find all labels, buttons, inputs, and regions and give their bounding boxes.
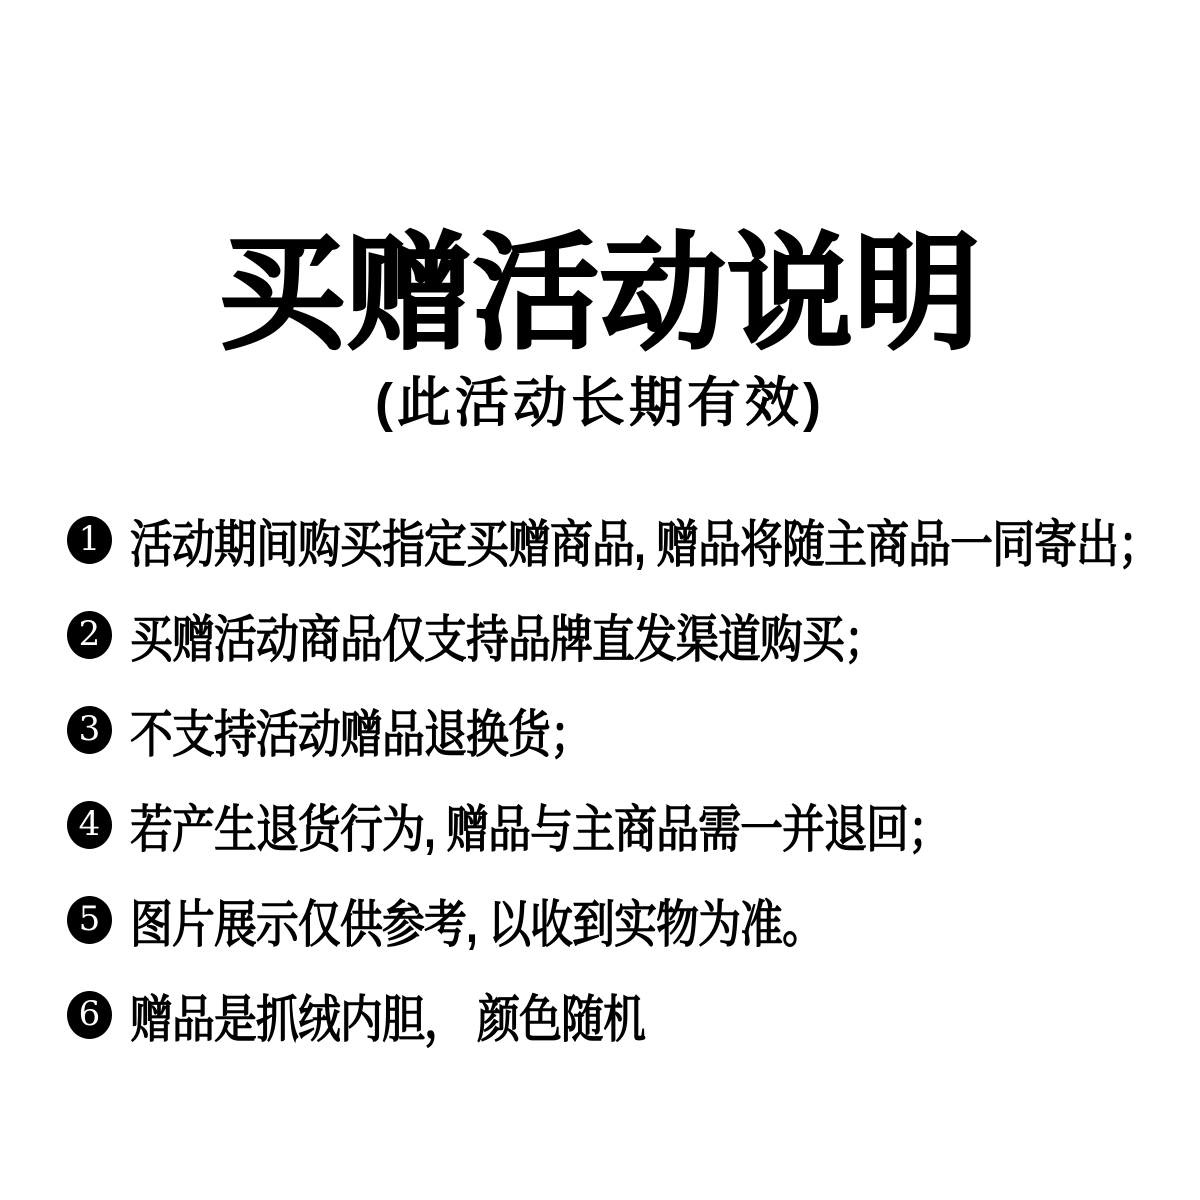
rule-number-badge-2: 2 — [67, 611, 112, 659]
rule-item-2 — [67, 609, 1170, 668]
rule-number-badge-4: 4 — [67, 801, 112, 849]
rule-item-3 — [67, 704, 1170, 763]
page-subtitle: (此活动长期有效) — [375, 373, 825, 433]
rule-item-5 — [67, 894, 1170, 953]
rule-text-1: 活动期间购买指定买赠商品, 赠品将随主商品一同寄出； — [130, 516, 1161, 573]
rule-text-2: 买赠活动商品仅支持品牌直发渠道购买； — [130, 611, 887, 668]
rule-text-6: 赠品是抓绒内胆， 颜色随机 — [130, 991, 646, 1048]
rule-number-badge-1: 1 — [67, 516, 112, 564]
rule-number-badge-6: 6 — [67, 991, 112, 1039]
rule-item-6 — [67, 989, 1170, 1048]
rule-number-badge-5: 5 — [67, 896, 112, 944]
rule-number-badge-3: 3 — [67, 706, 112, 754]
rule-item-4 — [67, 799, 1170, 858]
rule-text-5: 图片展示仅供参考, 以收到实物为准。 — [130, 896, 825, 953]
page-title: 买赠活动说明 — [219, 223, 981, 364]
rule-text-4: 若产生退货行为, 赠品与主商品需一并退回； — [130, 801, 951, 858]
rule-text-3: 不支持活动赠品退换货； — [130, 706, 593, 763]
rules-list — [67, 514, 1170, 1048]
rule-item-1 — [67, 514, 1170, 573]
